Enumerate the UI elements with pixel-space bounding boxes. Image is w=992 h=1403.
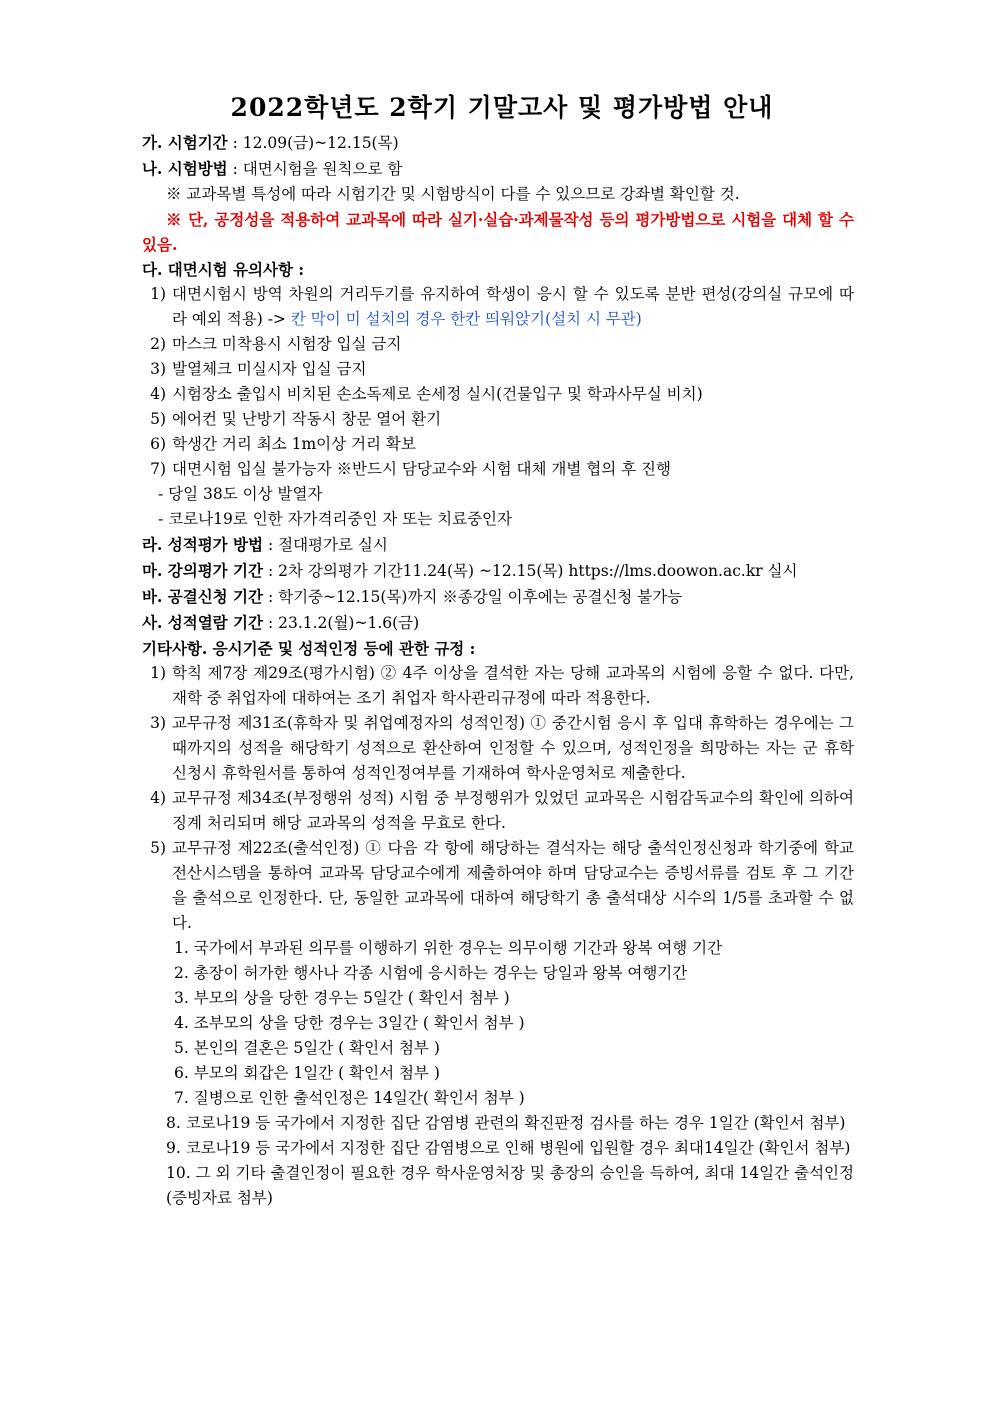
section-na (142, 156, 854, 182)
item-number: 2) (150, 335, 166, 353)
sub-item: 6. 부모의 회갑은 1일간 ( 확인서 첨부 ) (174, 1064, 440, 1082)
page-title: 2022학년도 2학기 기말고사 및 평가방법 안내 (230, 93, 774, 122)
list-item (142, 786, 854, 836)
sub-item: 9. 코로나19 등 국가에서 지정한 집단 감염병으로 인해 병원에 입원할 경우 최대14일간 (확인서 첨부) (166, 1139, 851, 1157)
item-text: 학생간 거리 최소 1m이상 거리 확보 (172, 435, 416, 453)
item-text: 마스크 미착용시 시험장 입실 금지 (172, 335, 402, 353)
section-label: 바. 공결신청 기간 (142, 587, 264, 606)
item-number: 7) (150, 460, 166, 478)
item-text: 교무규정 제31조(휴학자 및 취업예정자의 성적인정) ① 중간시험 응시 후 입대 휴학하는 경우에는 그 때까지의 성적을 해당학기 성적으로 환산하여 인정할 수 있으며, 성적인정을 희망하는 자는 군 휴학 신청시 휴학원서를 통하여 성적인정여부를 기재하여 학사운영처로 제출한다. (172, 714, 854, 782)
sub-item: 7. 질병으로 인한 출석인정은 14일간( 확인서 첨부 ) (174, 1089, 525, 1107)
item-number: 5) (150, 410, 166, 428)
section-value: : 2차 강의평가 기간11.24(목) ~12.15(목) https://lms.doowon.ac.kr 실시 (267, 562, 798, 580)
section-ma (142, 558, 854, 584)
note-text: ※ 교과목별 특성에 따라 시험기간 및 시험방식이 다를 수 있으므로 강좌별 확인할 것. (166, 185, 740, 203)
dash-item: - 코로나19로 인한 자가격리중인 자 또는 치료중인자 (158, 510, 512, 528)
section-value: : 23.1.2(월)~1.6(금) (267, 614, 420, 632)
section-label: 라. 성적평가 방법 (142, 535, 264, 554)
list-item (142, 836, 854, 936)
item-number: 4) (150, 385, 166, 403)
item-text: 학칙 제7장 제29조(평가시험) ② 4주 이상을 결석한 자는 당해 교과목의 시험에 응할 수 없다. 다만, 재학 중 취업자에 대하여는 조기 취업자 학사관리규정에 따라 적용한다. (172, 664, 854, 707)
item-number: 5) (150, 839, 166, 857)
section-label: 사. 성적열람 기간 (142, 613, 264, 632)
item-number: 4) (150, 789, 166, 807)
item-text: 교무규정 제22조(출석인정) ① 다음 각 항에 해당하는 결석자는 해당 출석인정신청과 학기중에 학교전산시스템을 통하여 교과목 담당교수에게 제출하여야 하며 담당교수는 증빙서류를 검토 후 그 기간을 출석으로 인정한다. 단, 동일한 교과목에 대하여 해당학기 총 출석대상 시수의 1/5를 초과할 수 없다. (172, 839, 854, 932)
item-number: 3) (150, 714, 166, 732)
list-item (142, 432, 854, 457)
item-text: 대면시험 입실 불가능자 ※반드시 담당교수와 시험 대체 개별 협의 후 진행 (172, 460, 671, 478)
sub-item: 10. 그 외 기타 출결인정이 필요한 경우 학사운영처장 및 총장의 승인을 득하여, 최대 14일간 출석인정(증빙자료 첨부) (166, 1164, 854, 1207)
list-item (142, 282, 854, 332)
item-number: 1) (150, 285, 166, 303)
section-ga (142, 130, 854, 156)
sub-item: 1. 국가에서 부과된 의무를 이행하기 위한 경우는 의무이행 기간과 왕복 여행 기간 (174, 939, 723, 957)
section-value: : 대면시험을 원칙으로 함 (232, 160, 403, 178)
item-number: 6) (150, 435, 166, 453)
item-text: 시험장소 출입시 비치된 손소독제로 손세정 실시(건물입구 및 학과사무실 비치) (172, 385, 703, 403)
section-da: 다. 대면시험 유의사항 : (142, 260, 305, 279)
section-label: 마. 강의평가 기간 (142, 561, 264, 580)
item-highlight: 칸 막이 미 설치의 경우 한칸 띄워앉기(설치 시 무관) (290, 310, 642, 328)
dash-item: - 당일 38도 이상 발열자 (158, 485, 323, 503)
section-label: 가. 시험기간 (142, 133, 228, 152)
list-item (142, 711, 854, 786)
section-label: 나. 시험방법 (142, 159, 228, 178)
section-ba (142, 584, 854, 610)
sub-item: 3. 부모의 상을 당한 경우는 5일간 ( 확인서 첨부 ) (174, 989, 510, 1007)
item-text: 대면시험시 방역 차원의 거리두기를 유지하여 학생이 응시 할 수 있도록 분반 편성(강의실 규모에 따라 예외 적용) -> (172, 285, 854, 328)
section-ra (142, 532, 854, 558)
section-value: : 12.09(금)~12.15(목) (232, 134, 399, 152)
list-item (142, 382, 854, 407)
item-text: 발열체크 미실시자 입실 금지 (172, 360, 367, 378)
list-item (142, 407, 854, 432)
list-item (142, 357, 854, 382)
item-text: 교무규정 제34조(부정행위 성적) 시험 중 부정행위가 있었던 교과목은 시험감독교수의 확인에 의하여 징계 처리되며 해당 교과목의 성적을 무효로 한다. (172, 789, 854, 832)
sub-item: 4. 조부모의 상을 당한 경우는 3일간 ( 확인서 첨부 ) (174, 1014, 525, 1032)
sub-item: 8. 코로나19 등 국가에서 지정한 집단 감염병 관련의 확진판정 검사를 하는 경우 1일간 (확인서 첨부) (166, 1114, 846, 1132)
sub-item: 5. 본인의 결혼은 5일간 ( 확인서 첨부 ) (174, 1039, 440, 1057)
list-item (142, 457, 854, 482)
item-number: 3) (150, 360, 166, 378)
section-etc: 기타사항. 응시기준 및 성적인정 등에 관한 규정 : (142, 639, 476, 658)
section-sa (142, 610, 854, 636)
item-number: 1) (150, 664, 166, 682)
list-item (142, 332, 854, 357)
sub-item: 2. 총장이 허가한 행사나 각종 시험에 응시하는 경우는 당일과 왕복 여행기간 (174, 964, 688, 982)
notice-document (142, 88, 854, 1211)
section-value: : 절대평가로 실시 (267, 536, 388, 554)
section-value: : 학기중~12.15(목)까지 ※종강일 이후에는 공결신청 불가능 (267, 588, 683, 606)
red-note-text: ※ 단, 공정성을 적용하여 교과목에 따라 실기·실습·과제물작성 등의 평가방법으로 시험을 대체 할 수 있음. (142, 210, 854, 254)
list-item (142, 661, 854, 711)
item-text: 에어컨 및 난방기 작동시 창문 열어 환기 (172, 410, 442, 428)
